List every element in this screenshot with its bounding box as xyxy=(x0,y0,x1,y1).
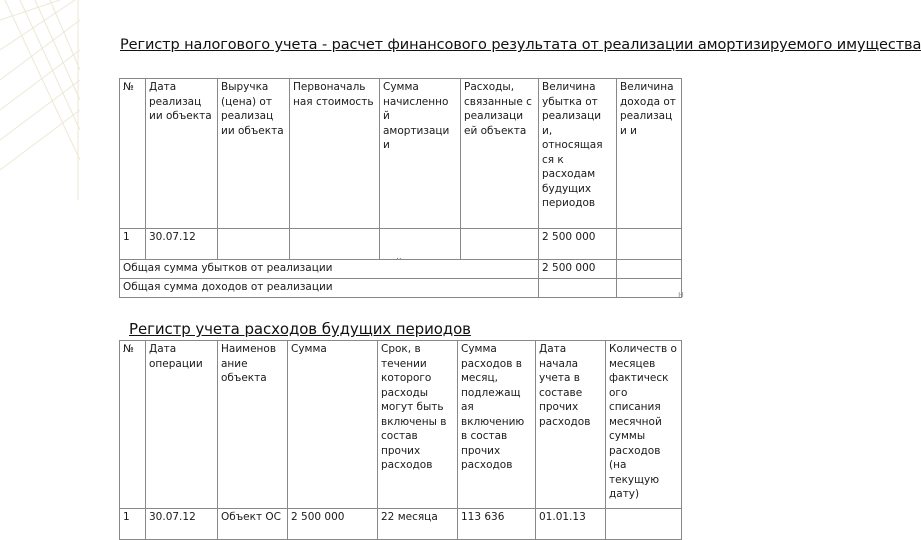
table-cell xyxy=(290,229,380,260)
total-loss-value: 2 500 000 xyxy=(539,260,617,279)
total-loss-label: Общая сумма убытков от реализации xyxy=(120,260,539,279)
table-cell: 30.07.12 xyxy=(146,229,218,260)
header-cell: Сумма xyxy=(288,341,378,509)
table-cell: 2 500 000 xyxy=(539,229,617,260)
register-title-1: Регистр налогового учета - расчет финансового результата от реализации амортизируемого имущества xyxy=(120,37,921,53)
header-cell: Первоначаль ная стоимость xyxy=(290,79,380,229)
header-cell: Сумма расходов в месяц, подлежащ ая включению в состав прочих расходов xyxy=(458,341,536,509)
table-cell: 113 636 xyxy=(458,509,536,540)
table-header-row xyxy=(120,341,682,509)
header-cell: № xyxy=(120,79,146,229)
total-income-label: Общая сумма доходов от реализации xyxy=(120,279,539,298)
header-cell: Наименов ание объекта xyxy=(218,341,288,509)
table-cell xyxy=(218,229,290,260)
tax-register-table xyxy=(119,78,682,298)
deferred-expenses-table xyxy=(119,340,682,540)
table-row xyxy=(120,509,682,540)
header-cell: Срок, в течении которого расходы могут быть включены в состав прочих расходов xyxy=(378,341,458,509)
table-cell xyxy=(617,260,682,279)
table-header-row xyxy=(120,79,682,229)
table-cell: 1 xyxy=(120,509,146,540)
table-cell: 1 xyxy=(120,229,146,260)
table-cell xyxy=(617,229,682,260)
header-cell: Количеств о месяцев фактическ ого списания месячной суммы расходов (на текущую дату) xyxy=(606,341,682,509)
header-cell: Дата реализац ии объекта xyxy=(146,79,218,229)
header-cell: Сумма начисленно й амортизаци и xyxy=(380,79,461,229)
table-cell: Объект ОС xyxy=(218,509,288,540)
header-cell: Величина убытка от реализаци и, относящая ся к расходам будущих периодов xyxy=(539,79,617,229)
header-cell: Величина дохода от реализаци и xyxy=(617,79,682,229)
header-cell: № xyxy=(120,341,146,509)
table-cell xyxy=(606,509,682,540)
header-cell: Выручка (цена) от реализац ии объекта xyxy=(218,79,290,229)
decorative-background xyxy=(0,0,100,540)
table-cell: 22 месяца xyxy=(378,509,458,540)
total-income-row xyxy=(120,279,682,298)
table-cell: 2 500 000 xyxy=(288,509,378,540)
total-income-value xyxy=(539,279,617,298)
table-cell xyxy=(617,279,682,298)
header-cell: Дата начала учета в составе прочих расходов xyxy=(536,341,606,509)
header-cell: Дата операции xyxy=(146,341,218,509)
table-cell: 30.07.12 xyxy=(146,509,218,540)
table-cell: 01.01.13 xyxy=(536,509,606,540)
total-loss-row xyxy=(120,260,682,279)
register-title-2: Регистр учета расходов будущих периодов xyxy=(129,320,471,338)
table-cell xyxy=(461,229,539,260)
scan-artifact: н xyxy=(678,290,684,300)
scan-artifact: .. xyxy=(396,252,402,262)
table-cell xyxy=(380,229,461,260)
header-cell: Расходы, связанные с реализаци ей объекта xyxy=(461,79,539,229)
